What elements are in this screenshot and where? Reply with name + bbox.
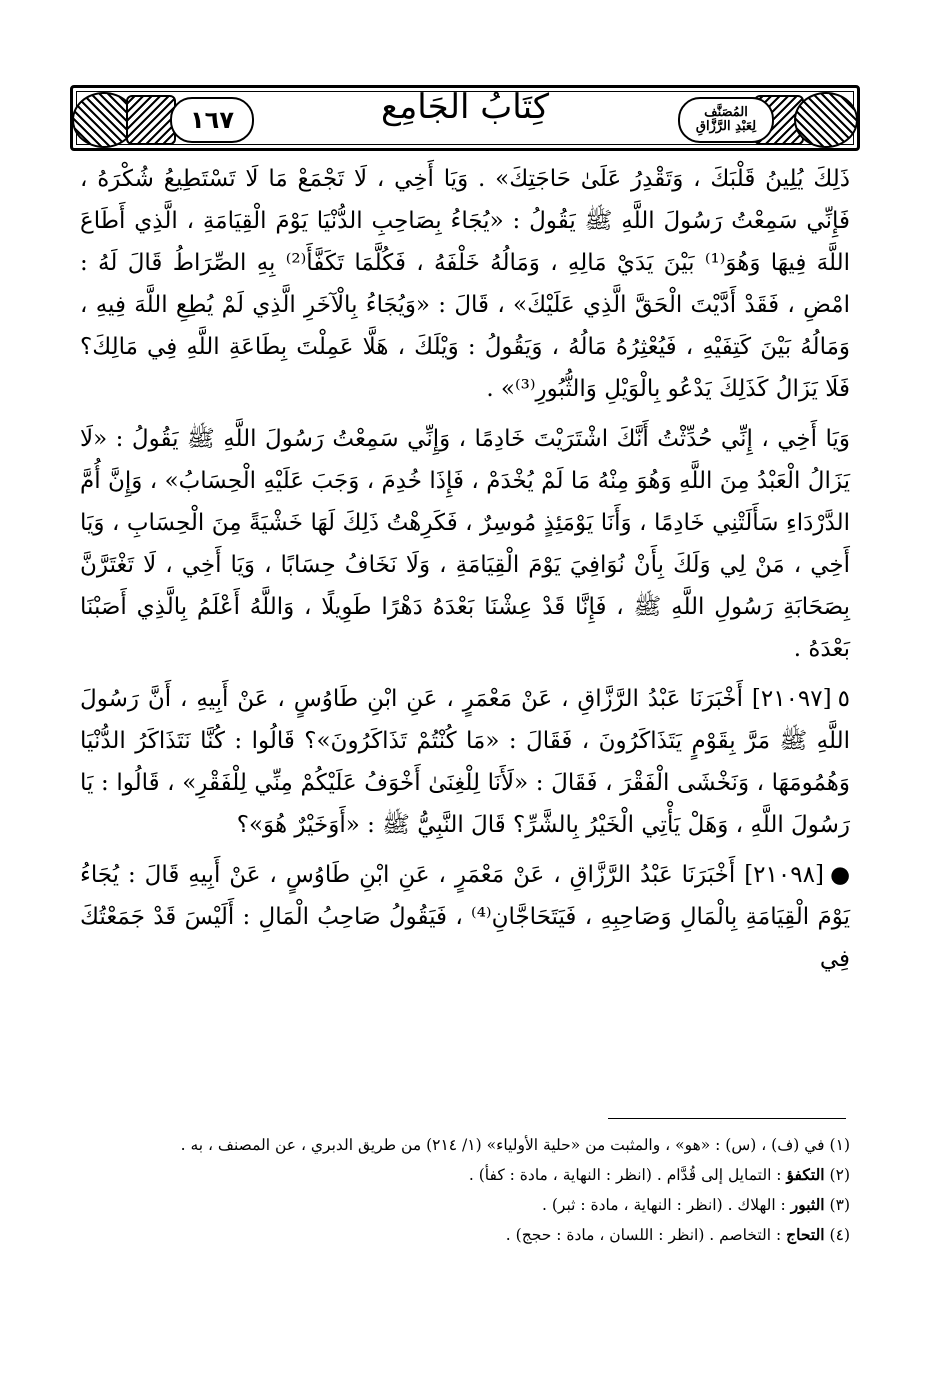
footnote-text: في (ف) ، (س) : «هو» ، والمثبت من «حلية الأولياء» (١/ ٢١٤) من طريق الدبري ، عن المصنف ، به . (180, 1136, 825, 1154)
page-number: ١٦٧ (190, 106, 234, 134)
paragraph-2: وَيَا أَخِي ، إِنِّي حُدِّثْتُ أَنَّكَ اشْتَرَيْتَ خَادِمًا ، وَإِنِّي سَمِعْتُ رَسُولَ اللَّهِ ﷺ يَقُولُ : «لَا يَزَالُ الْعَبْدُ مِنَ اللَّهِ وَهُوَ مِنْهُ مَا لَمْ يُخْدَمْ ، فَإِذَا خُدِمَ ، وَجَبَ عَلَيْهِ الْحِسَابُ» ، وَإِنَّ أُمَّ الدَّرْدَاءِ سَأَلَتْنِي خَادِمًا ، وَأَنَا يَوْمَئِذٍ مُوسِرٌ ، فَكَرِهْتُ ذَلِكَ لَهَا خَشْيَةً مِنَ الْحِسَابِ ، وَيَا أَخِي ، مَنْ لِي وَلَكَ بِأَنْ نُوَافِيَ يَوْمَ الْقِيَامَةِ ، وَلَا نَخَافُ حِسَابًا ، وَيَا أَخِي ، لَا تَغْتَرَّنَّ بِصَحَابَةِ رَسُولِ اللَّهِ ﷺ ، فَإِنَّا قَدْ عِشْنَا بَعْدَهُ دَهْرًا طَوِيلًا ، وَاللَّهُ أَعْلَمُ بِالَّذِي أَصَبْنَا بَعْدَهُ . (80, 426, 850, 662)
chapter-title: كِتَابُ الجَامِع (380, 87, 550, 127)
footnote-text: : الهلاك . (انظر : النهاية ، مادة : ثبر) . (542, 1196, 786, 1214)
hadith-text: أَخْبَرَنَا عَبْدُ الرَّزَّاقِ ، عَنْ مَعْمَرٍ ، عَنِ ابْنِ طَاوُسٍ ، عَنْ أَبِيهِ قَالَ : يُجَاءُ يَوْمَ الْقِيَامَةِ بِالْمَالِ وَصَاحِبِهِ ، فَيَتَحَاجَّانِ⁽⁴⁾ ، فَيَقُولُ صَاحِبُ الْمَالِ : أَلَيْسَ قَدْ جَمَعْتُكَ فِي (80, 862, 850, 972)
footnotes (80, 1130, 850, 1250)
ornament-right-icon (794, 92, 858, 148)
footnote-2 (80, 1160, 850, 1190)
book-name-line1: المُصَنَّف (704, 105, 748, 121)
book-name (696, 106, 756, 133)
footnote-divider (608, 1118, 846, 1119)
footnote-number: (٤) (829, 1226, 850, 1244)
footnote-number: (١) (829, 1136, 850, 1154)
paragraph-1: ذَلِكَ يُلِينُ قَلْبَكَ ، وَتَقْدِرُ عَلَىٰ حَاجَتِكَ» . وَيَا أَخِي ، لَا تَجْمَعْ مَا لَا تَسْتَطِيعُ شُكْرَهُ ، فَإِنِّي سَمِعْتُ رَسُولَ اللَّهِ ﷺ يَقُولُ : «يُجَاءُ بِصَاحِبِ الدُّنْيَا يَوْمَ الْقِيَامَةِ ، الَّذِي أَطَاعَ اللَّهَ فِيهَا وَهُوَ⁽¹⁾ بَيْنَ يَدَيْ مَالِهِ ، وَمَالُهُ خَلْفَهُ ، فَكُلَّمَا تَكَفَّأَ⁽²⁾ بِهِ الصِّرَاطُ قَالَ لَهُ : امْضِ ، فَقَدْ أَدَّيْتَ الْحَقَّ الَّذِي عَلَيْكَ» ، قَالَ : «وَيُجَاءُ بِالْآخَرِ الَّذِي لَمْ يُطِعِ اللَّهَ فِيهِ ، وَمَالُهُ بَيْنَ كَتِفَيْهِ ، فَيُعْثِرُهُ مَالُهُ ، وَيَقُولُ : وَيْلَكَ ، هَلَّا عَمِلْتَ بِطَاعَةِ اللَّهِ فِي مَالِكَ؟ فَلَا يَزَالُ كَذَلِكَ يَدْعُو بِالْوَيْلِ وَالثُّبُورِ⁽³⁾» . (80, 166, 851, 402)
page-header (70, 85, 860, 151)
hadith-21097 (80, 678, 850, 846)
footnote-text: : التخاصم . (انظر : اللسان ، مادة : حجج) . (505, 1226, 782, 1244)
hadith-text: أَخْبَرَنَا عَبْدُ الرَّزَّاقِ ، عَنْ مَعْمَرٍ ، عَنِ ابْنِ طَاوُسٍ ، عَنْ أَبِيهِ ، أَنَّ رَسُولَ اللَّهِ ﷺ مَرَّ بِقَوْمٍ يَتَذَاكَرُونَ ، فَقَالَ : «مَا كُنْتُمْ تَذَاكَرُونَ»؟ قَالُوا : كُنَّا نَتَذَاكَرُ الدُّنْيَا وَهُمُومَهَا ، وَنَخْشَى الْفَقْرَ ، فَقَالَ : «لَأَنَا لِلْغِنَىٰ أَخْوَفُ عَلَيْكُمْ مِنِّي لِلْفَقْرِ» ، قَالُوا : يَا رَسُولَ اللَّهِ ، وَهَلْ يَأْتِي الْخَيْرُ بِالشَّرِّ؟ قَالَ النَّبِيُّ ﷺ : «أَوَخَيْرٌ هُوَ»؟ (80, 686, 850, 838)
footnote-term: الثبور (790, 1195, 825, 1214)
hadith-number: [٢١٠٩٧] (751, 686, 832, 712)
book-name-line2: لِعَبْدِ الرَّزَّاقِ (695, 119, 757, 134)
dot-marker-icon: ● (829, 862, 851, 888)
footnote-term: التكفؤ (786, 1165, 825, 1184)
footnote-1 (80, 1130, 850, 1160)
circle-marker-icon: ٥ (837, 686, 850, 712)
footnote-text: : التمايل إلى قُدَّام . (انظر : النهاية ، مادة : كفأ) . (468, 1166, 782, 1184)
page-number-cartouche (170, 97, 254, 143)
footnote-number: (٣) (829, 1196, 850, 1214)
footnote-4 (80, 1220, 850, 1250)
footnote-3 (80, 1190, 850, 1220)
hadith-21098 (80, 854, 850, 980)
footnote-term: التحاج (786, 1225, 825, 1244)
main-text (80, 158, 850, 980)
footnote-number: (٢) (829, 1166, 850, 1184)
book-name-cartouche (678, 97, 774, 143)
hadith-number: [٢١٠٩٨] (744, 862, 824, 888)
ornament-left-inner-icon (126, 95, 176, 145)
